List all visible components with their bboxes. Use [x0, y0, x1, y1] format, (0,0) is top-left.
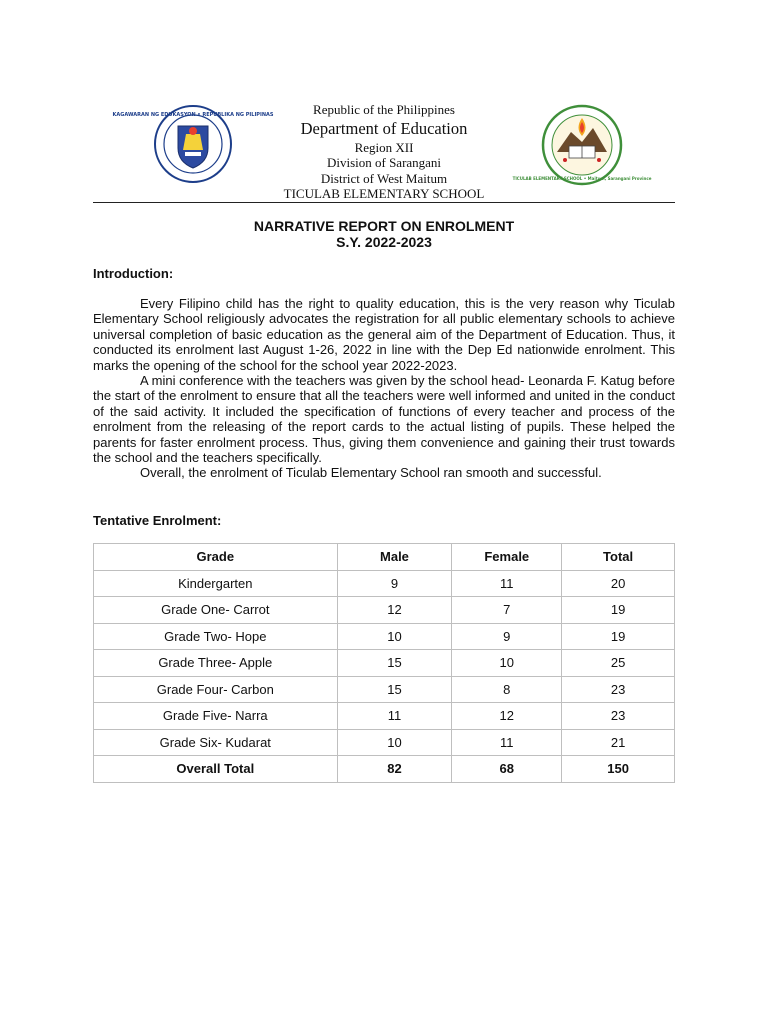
cell-total: 19: [562, 623, 675, 650]
school-seal-icon: [512, 104, 652, 186]
table-row: [94, 729, 675, 756]
cell-total: 21: [562, 729, 675, 756]
cell-grade: Grade Five- Narra: [94, 703, 338, 730]
letterhead-text: [233, 102, 535, 202]
cell-total-male: 82: [337, 756, 452, 783]
col-header-female: Female: [452, 544, 562, 571]
cell-male: 12: [337, 597, 452, 624]
overall-total-row: [94, 756, 675, 783]
cell-grade: Grade Three- Apple: [94, 650, 338, 677]
cell-male: 10: [337, 623, 452, 650]
letterhead: [93, 100, 675, 203]
school-seal-text: TICULAB ELEMENTARY SCHOOL • Maitum, Sarangani Province: [512, 176, 652, 181]
intro-paragraph-3: Overall, the enrolment of Ticulab Elementary School ran smooth and successful.: [140, 465, 602, 481]
table-row: [94, 597, 675, 624]
intro-paragraph-2: A mini conference with the teachers was given by the school head- Leonarda F. Katug before the start of the enrolment to ensure that all the teachers were well informed and united in the conduct of the said activity. It included the specification of functions of every teacher and process of the enrolment from the releasing of the report cards to the actual listing of pupils. These helped the parents for faster enrolment process. Thus, giving them convenience and gaining their trust towards the school and the teachers specifically.: [93, 373, 675, 466]
col-header-male: Male: [337, 544, 452, 571]
cell-male: 15: [337, 676, 452, 703]
report-title-line1: NARRATIVE REPORT ON ENROLMENT: [253, 218, 515, 234]
cell-male: 10: [337, 729, 452, 756]
cell-total: 19: [562, 597, 675, 624]
table-row: [94, 703, 675, 730]
cell-female: 8: [452, 676, 562, 703]
introduction-heading: Introduction:: [93, 266, 174, 281]
district-line: District of West Maitum: [320, 170, 448, 186]
cell-grade: Grade Six- Kudarat: [94, 729, 338, 756]
cell-female: 10: [452, 650, 562, 677]
report-title-line2: S.Y. 2022-2023: [336, 234, 432, 250]
introduction-body: [93, 296, 675, 481]
tentative-enrolment-heading: Tentative Enrolment:: [93, 513, 222, 528]
cell-total-female: 68: [452, 756, 562, 783]
deped-seal-icon: [112, 104, 274, 184]
report-title: [93, 218, 675, 250]
table-row: [94, 570, 675, 597]
region-line: Region XII: [354, 139, 414, 155]
cell-grade: Kindergarten: [94, 570, 338, 597]
table-row: [94, 676, 675, 703]
cell-female: 11: [452, 570, 562, 597]
table-row: [94, 623, 675, 650]
cell-total-label: Overall Total: [94, 756, 338, 783]
cell-grade: Grade Two- Hope: [94, 623, 338, 650]
cell-grade: Grade One- Carrot: [94, 597, 338, 624]
deped-seal-text: KAGAWARAN NG EDUKASYON • REPUBLIKA NG PILIPINAS: [112, 112, 274, 118]
cell-male: 9: [337, 570, 452, 597]
cell-female: 11: [452, 729, 562, 756]
republic-line: Republic of the Philippines: [313, 102, 455, 117]
department-line: Department of Education: [300, 118, 468, 138]
col-header-total: Total: [562, 544, 675, 571]
cell-female: 7: [452, 597, 562, 624]
table-header-row: [94, 544, 675, 571]
cell-grade: Grade Four- Carbon: [94, 676, 338, 703]
col-header-grade: Grade: [94, 544, 338, 571]
school-line: TICULAB ELEMENTARY SCHOOL: [283, 186, 485, 201]
cell-total: 23: [562, 676, 675, 703]
cell-female: 9: [452, 623, 562, 650]
cell-total: 25: [562, 650, 675, 677]
cell-male: 15: [337, 650, 452, 677]
cell-male: 11: [337, 703, 452, 730]
enrolment-table: [93, 543, 675, 783]
division-line: Division of Sarangani: [326, 155, 442, 170]
cell-female: 12: [452, 703, 562, 730]
table-row: [94, 650, 675, 677]
cell-total: 23: [562, 703, 675, 730]
cell-total: 20: [562, 570, 675, 597]
intro-paragraph-1: Every Filipino child has the right to quality education, this is the very reason why Ticulab Elementary School religiously advocates the registration for all public elementary schools to achieve universal completion of basic education as the general aim of the Department of Education. Thus, it conducted its enrolment last August 1-26, 2022 in line with the Dep Ed nationwide enrolment. This marks the opening of the school for the school year 2022-2023.: [93, 296, 675, 373]
cell-total-total: 150: [562, 756, 675, 783]
